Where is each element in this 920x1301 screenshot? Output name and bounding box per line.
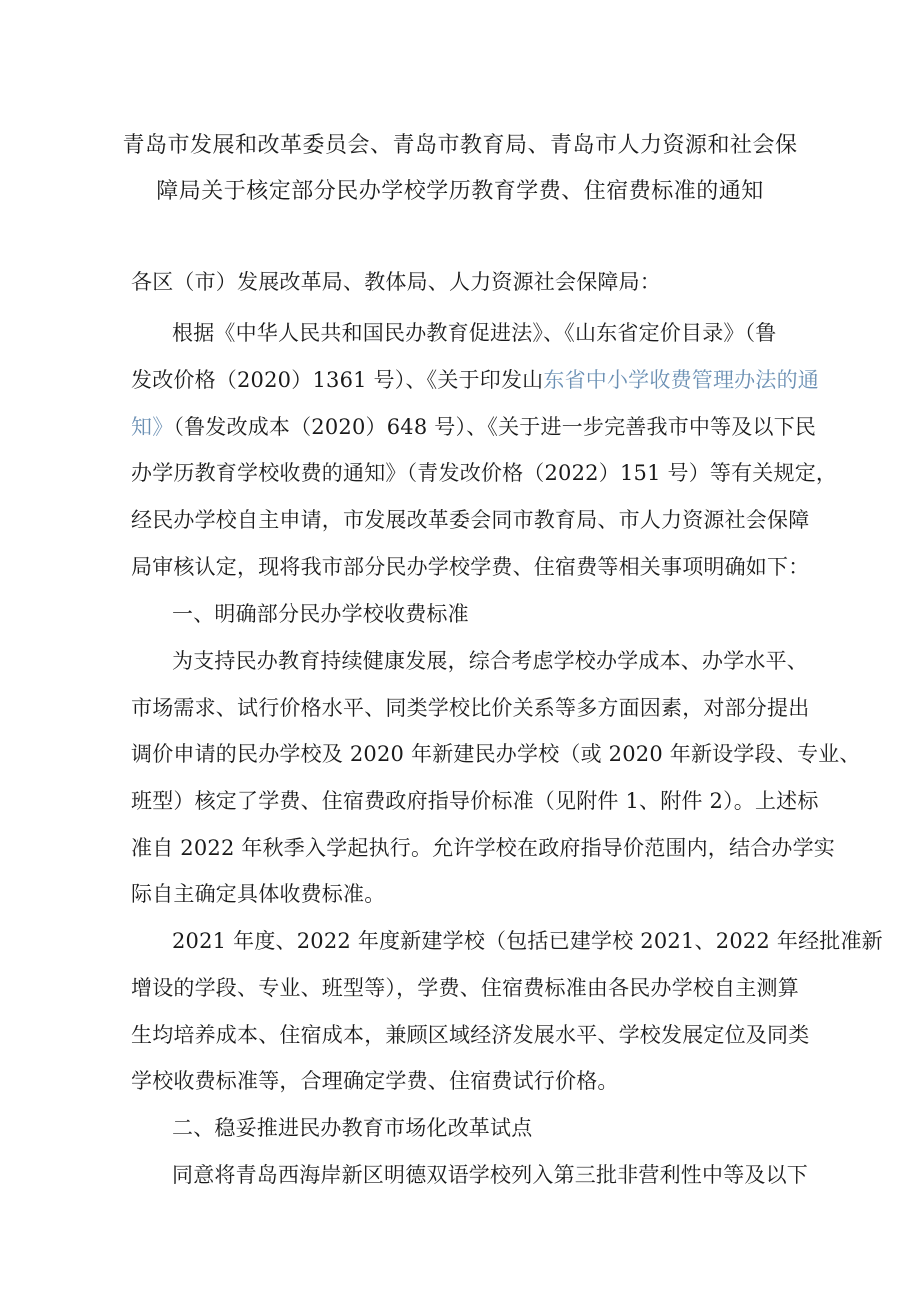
para1-line-4: 办学历教育学校收费的通知》（青发改价格（2022）151 号）等有关规定，: [131, 461, 838, 485]
para1-line-2: [131, 364, 819, 394]
para1-line-2-text: 发改价格（2020）1361 号）、《关于印发山: [131, 368, 544, 392]
para1-line-1: 根据《中华人民共和国民办教育促进法》、《山东省定价目录》（鲁: [172, 321, 777, 345]
para1-line-5: 经民办学校自主申请，市发展改革委会同市教育局、市人力资源社会保障: [131, 508, 810, 532]
para3-line-2: 增设的学段、专业、班型等），学费、住宿费标准由各民办学校自主测算: [131, 976, 799, 1000]
para3-line-4: 学校收费标准等，合理确定学费、住宿费试行价格。: [131, 1069, 619, 1093]
para2-line-4: 班型）核定了学费、住宿费政府指导价标准（见附件 1、附件 2）。上述标: [131, 789, 819, 813]
para2-line-5: 准自 2022 年秋季入学起执行。允许学校在政府指导价范围内，结合办学实: [131, 836, 835, 860]
para2-line-1: 为支持民办教育持续健康发展，综合考虑学校办学成本、办学水平、: [172, 649, 808, 673]
para3-line-3: 生均培养成本、住宿成本，兼顾区域经济发展水平、学校发展定位及同类: [131, 1023, 810, 1047]
document-title-line-2: 障局关于核定部分民办学校学历教育学费、住宿费标准的通知: [156, 179, 764, 204]
para2-line-6: 际自主确定具体收费标准。: [131, 882, 386, 906]
para2-line-3: 调价申请的民办学校及 2020 年新建民办学校（或 2020 年新设学段、专业、: [131, 742, 861, 766]
recipients-line: 各区（市）发展改革局、教体局、人力资源社会保障局：: [131, 270, 661, 294]
para1-line-3: [131, 411, 816, 441]
para3-line-1: 2021 年度、2022 年度新建学校（包括已建学校 2021、2022 年经批准新: [172, 929, 883, 953]
document-title-line-1: 青岛市发展和改革委员会、青岛市教育局、青岛市人力资源和社会保: [122, 133, 798, 158]
para2-line-2: 市场需求、试行价格水平、同类学校比价关系等多方面因素，对部分提出: [131, 696, 810, 720]
para4-line-1: 同意将青岛西海岸新区明德双语学校列入第三批非营利性中等及以下: [172, 1163, 808, 1187]
regulation-link[interactable]: 东省中小学收费管理办法的通: [543, 368, 819, 392]
section-2-heading: 二、稳妥推进民办教育市场化改革试点: [172, 1116, 533, 1140]
para1-line-6: 局审核认定，现将我市部分民办学校学费、住宿费等相关事项明确如下：: [131, 555, 810, 579]
section-1-heading: 一、明确部分民办学校收费标准: [172, 602, 469, 626]
regulation-link-end[interactable]: 知》: [131, 415, 174, 439]
para1-line-3-text: （鲁发改成本（2020）648 号）、《关于进一步完善我市中等及以下民: [173, 415, 817, 439]
